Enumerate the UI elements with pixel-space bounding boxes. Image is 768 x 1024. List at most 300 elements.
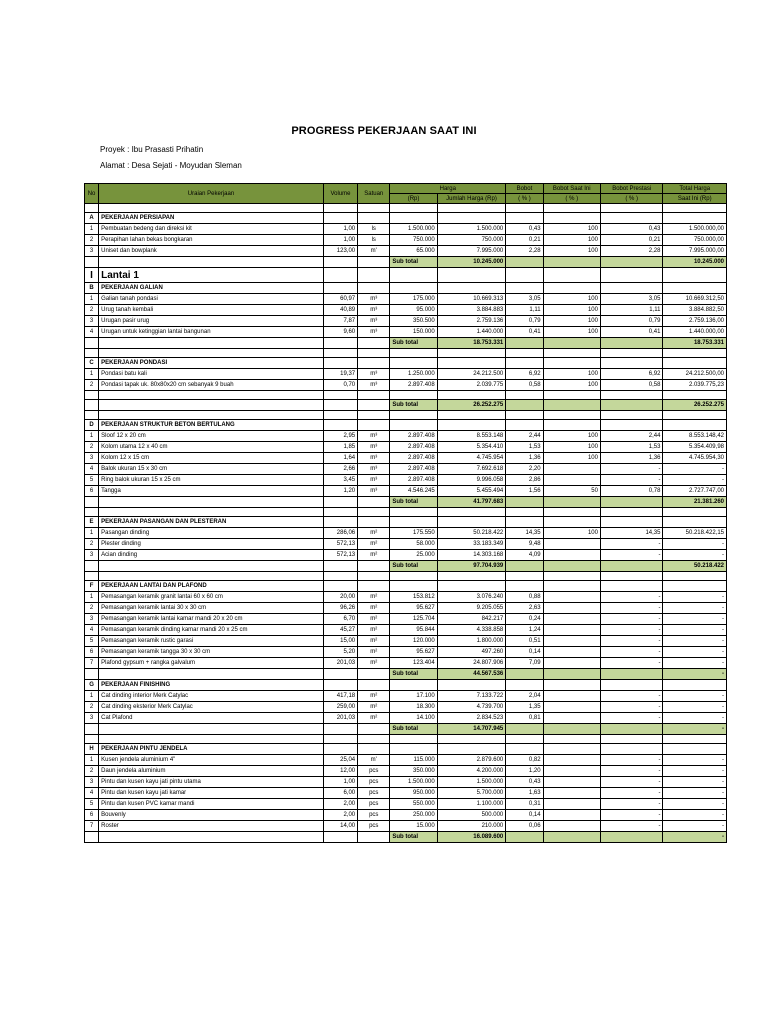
item-weight: 2,20 bbox=[506, 464, 543, 475]
col-harga: Harga bbox=[390, 184, 506, 194]
item-unit: m² bbox=[358, 528, 390, 539]
empty-cell bbox=[390, 735, 437, 744]
item-total-current: 2.039.775,23 bbox=[663, 380, 727, 391]
empty-cell bbox=[437, 204, 506, 213]
item-total-current: - bbox=[663, 691, 727, 702]
item-weight-current: 100 bbox=[543, 316, 600, 327]
empty-cell bbox=[543, 517, 600, 528]
item-weight-achieved: 0,79 bbox=[600, 316, 662, 327]
item-no: 3 bbox=[85, 713, 99, 724]
item-price: 15.000 bbox=[390, 821, 437, 832]
item-total-current: 8.553.148,42 bbox=[663, 431, 727, 442]
subtotal-amount: 14.707.945 bbox=[437, 724, 506, 735]
item-description: Uniset dan bowplank bbox=[99, 246, 324, 257]
table-row bbox=[85, 453, 727, 464]
item-weight-achieved: - bbox=[600, 658, 662, 669]
item-amount: 24.212.500 bbox=[437, 369, 506, 380]
item-amount: 4.338.858 bbox=[437, 625, 506, 636]
item-price: 123.404 bbox=[390, 658, 437, 669]
item-amount: 750.000 bbox=[437, 235, 506, 246]
section-letter: G bbox=[85, 680, 99, 691]
item-total-current: 1.440.000,00 bbox=[663, 327, 727, 338]
item-weight-achieved: 0,78 bbox=[600, 486, 662, 497]
empty-cell bbox=[358, 257, 390, 268]
empty-cell bbox=[323, 420, 357, 431]
item-volume: 2,00 bbox=[323, 799, 357, 810]
item-no: 4 bbox=[85, 327, 99, 338]
empty-cell bbox=[506, 581, 543, 592]
item-weight: 0,81 bbox=[506, 713, 543, 724]
empty-cell bbox=[600, 268, 662, 283]
item-no: 2 bbox=[85, 305, 99, 316]
subtotal-amount: 44.567.536 bbox=[437, 669, 506, 680]
item-description: Urugan untuk ketinggian lantai bangunan bbox=[99, 327, 324, 338]
empty-cell bbox=[85, 349, 99, 358]
subtotal-row bbox=[85, 497, 727, 508]
item-amount: 9.996.058 bbox=[437, 475, 506, 486]
section-header-row bbox=[85, 283, 727, 294]
empty-cell bbox=[437, 572, 506, 581]
item-volume: 40,89 bbox=[323, 305, 357, 316]
item-amount: 4.739.700 bbox=[437, 702, 506, 713]
item-weight-current: 100 bbox=[543, 224, 600, 235]
item-amount: 7.133.722 bbox=[437, 691, 506, 702]
item-weight: 6,92 bbox=[506, 369, 543, 380]
item-unit: m³ bbox=[358, 475, 390, 486]
table-row bbox=[85, 691, 727, 702]
item-unit: m³ bbox=[358, 294, 390, 305]
section-letter: D bbox=[85, 420, 99, 431]
item-amount: 4.200.000 bbox=[437, 766, 506, 777]
subtotal-amount: 26.252.275 bbox=[437, 400, 506, 411]
empty-cell bbox=[390, 572, 437, 581]
section-header-row bbox=[85, 517, 727, 528]
item-volume: 15,00 bbox=[323, 636, 357, 647]
item-volume: 12,00 bbox=[323, 766, 357, 777]
item-weight: 14,35 bbox=[506, 528, 543, 539]
empty-cell bbox=[543, 572, 600, 581]
item-description: Pemasangan keramik lantai 30 x 30 cm bbox=[99, 603, 324, 614]
empty-cell bbox=[600, 572, 662, 581]
section-letter: B bbox=[85, 283, 99, 294]
empty-cell bbox=[99, 735, 324, 744]
item-no: 1 bbox=[85, 528, 99, 539]
empty-cell bbox=[600, 669, 662, 680]
item-amount: 842.217 bbox=[437, 614, 506, 625]
table-row bbox=[85, 603, 727, 614]
empty-cell bbox=[358, 680, 390, 691]
item-unit: m³ bbox=[358, 431, 390, 442]
item-weight-current bbox=[543, 766, 600, 777]
table-row bbox=[85, 713, 727, 724]
table-row bbox=[85, 702, 727, 713]
item-no: 4 bbox=[85, 625, 99, 636]
table-row bbox=[85, 592, 727, 603]
item-weight-achieved: 0,21 bbox=[600, 235, 662, 246]
empty-cell bbox=[437, 517, 506, 528]
empty-cell bbox=[437, 508, 506, 517]
item-description: Daun jendela aluminium bbox=[99, 766, 324, 777]
item-weight-achieved: - bbox=[600, 614, 662, 625]
item-weight: 7,09 bbox=[506, 658, 543, 669]
item-weight: 0,51 bbox=[506, 636, 543, 647]
empty-cell bbox=[323, 497, 357, 508]
item-total-current: - bbox=[663, 636, 727, 647]
empty-cell bbox=[506, 680, 543, 691]
empty-cell bbox=[663, 581, 727, 592]
subtotal-label: Sub total bbox=[390, 400, 437, 411]
item-volume: 60,97 bbox=[323, 294, 357, 305]
col-bobot-prestasi: Bobot Prestasi bbox=[600, 184, 662, 194]
item-unit: m' bbox=[358, 755, 390, 766]
table-row bbox=[85, 636, 727, 647]
item-description: Pasangan dinding bbox=[99, 528, 324, 539]
empty-cell bbox=[390, 283, 437, 294]
item-weight: 0,24 bbox=[506, 614, 543, 625]
item-volume: 45,27 bbox=[323, 625, 357, 636]
item-no: 4 bbox=[85, 464, 99, 475]
empty-cell bbox=[506, 358, 543, 369]
item-volume: 572,13 bbox=[323, 539, 357, 550]
empty-cell bbox=[600, 832, 662, 843]
item-unit: ls bbox=[358, 224, 390, 235]
item-weight-achieved: - bbox=[600, 636, 662, 647]
item-weight-current bbox=[543, 475, 600, 486]
empty-cell bbox=[99, 669, 324, 680]
item-weight-current: 100 bbox=[543, 453, 600, 464]
table-row bbox=[85, 246, 727, 257]
section-title: PEKERJAAN PERSIAPAN bbox=[99, 213, 324, 224]
empty-cell bbox=[85, 561, 99, 572]
empty-cell bbox=[543, 420, 600, 431]
table-row bbox=[85, 305, 727, 316]
empty-cell bbox=[506, 832, 543, 843]
subtotal-row bbox=[85, 338, 727, 349]
empty-cell bbox=[600, 581, 662, 592]
empty-cell bbox=[323, 680, 357, 691]
empty-cell bbox=[85, 411, 99, 420]
empty-cell bbox=[506, 411, 543, 420]
empty-cell bbox=[600, 680, 662, 691]
item-weight: 0,88 bbox=[506, 592, 543, 603]
empty-cell bbox=[506, 400, 543, 411]
empty-cell bbox=[437, 735, 506, 744]
item-description: Acian dinding bbox=[99, 550, 324, 561]
item-unit: m² bbox=[358, 702, 390, 713]
empty-cell bbox=[600, 497, 662, 508]
empty-cell bbox=[506, 508, 543, 517]
table-row bbox=[85, 625, 727, 636]
item-weight-current bbox=[543, 636, 600, 647]
item-weight-achieved: 2,28 bbox=[600, 246, 662, 257]
empty-cell bbox=[358, 204, 390, 213]
item-total-current: 3.884.882,50 bbox=[663, 305, 727, 316]
item-total-current: - bbox=[663, 539, 727, 550]
empty-cell bbox=[437, 213, 506, 224]
subtotal-label: Sub total bbox=[390, 561, 437, 572]
section-title: PEKERJAAN LANTAI DAN PLAFOND bbox=[99, 581, 324, 592]
empty-cell bbox=[358, 517, 390, 528]
item-weight: 2,44 bbox=[506, 431, 543, 442]
item-total-current: - bbox=[663, 475, 727, 486]
empty-cell bbox=[390, 358, 437, 369]
item-price: 950.000 bbox=[390, 788, 437, 799]
empty-cell bbox=[99, 400, 324, 411]
empty-cell bbox=[543, 744, 600, 755]
empty-cell bbox=[323, 735, 357, 744]
table-row bbox=[85, 528, 727, 539]
empty-cell bbox=[390, 517, 437, 528]
item-amount: 3.076.240 bbox=[437, 592, 506, 603]
item-total-current: 2.759.136,00 bbox=[663, 316, 727, 327]
empty-cell bbox=[543, 257, 600, 268]
empty-cell bbox=[323, 508, 357, 517]
blank-row bbox=[85, 735, 727, 744]
empty-cell bbox=[543, 680, 600, 691]
empty-cell bbox=[663, 283, 727, 294]
item-total-current: - bbox=[663, 647, 727, 658]
item-total-current: 50.218.422,15 bbox=[663, 528, 727, 539]
item-weight-current bbox=[543, 647, 600, 658]
item-unit: pcs bbox=[358, 821, 390, 832]
empty-cell bbox=[600, 744, 662, 755]
subtotal-amount: 41.797.683 bbox=[437, 497, 506, 508]
item-weight-achieved: - bbox=[600, 788, 662, 799]
item-no: 5 bbox=[85, 799, 99, 810]
item-weight-current bbox=[543, 713, 600, 724]
item-weight-achieved: - bbox=[600, 550, 662, 561]
empty-cell bbox=[390, 744, 437, 755]
empty-cell bbox=[99, 832, 324, 843]
item-weight-achieved: - bbox=[600, 713, 662, 724]
item-no: 6 bbox=[85, 486, 99, 497]
item-description: Plafond gypsum + rangka galvalum bbox=[99, 658, 324, 669]
item-amount: 14.303.168 bbox=[437, 550, 506, 561]
empty-cell bbox=[543, 669, 600, 680]
item-weight-achieved: - bbox=[600, 799, 662, 810]
item-description: Plester dinding bbox=[99, 539, 324, 550]
empty-cell bbox=[323, 391, 357, 400]
item-weight: 1,36 bbox=[506, 453, 543, 464]
empty-cell bbox=[506, 497, 543, 508]
empty-cell bbox=[543, 832, 600, 843]
table-row bbox=[85, 766, 727, 777]
item-unit: m² bbox=[358, 647, 390, 658]
empty-cell bbox=[323, 832, 357, 843]
item-volume: 6,70 bbox=[323, 614, 357, 625]
item-weight-achieved: - bbox=[600, 810, 662, 821]
item-unit: m³ bbox=[358, 464, 390, 475]
empty-cell bbox=[323, 257, 357, 268]
empty-cell bbox=[358, 581, 390, 592]
item-amount: 210.000 bbox=[437, 821, 506, 832]
empty-cell bbox=[506, 213, 543, 224]
item-weight-current bbox=[543, 777, 600, 788]
item-weight-current bbox=[543, 810, 600, 821]
item-weight-achieved: - bbox=[600, 691, 662, 702]
table-row bbox=[85, 224, 727, 235]
item-total-current: - bbox=[663, 755, 727, 766]
empty-cell bbox=[663, 213, 727, 224]
item-unit: m³ bbox=[358, 442, 390, 453]
item-amount: 2.039.775 bbox=[437, 380, 506, 391]
item-weight: 0,82 bbox=[506, 755, 543, 766]
empty-cell bbox=[85, 400, 99, 411]
item-weight-current bbox=[543, 691, 600, 702]
empty-cell bbox=[358, 420, 390, 431]
empty-cell bbox=[663, 411, 727, 420]
subtotal-label: Sub total bbox=[390, 497, 437, 508]
table-row bbox=[85, 464, 727, 475]
empty-cell bbox=[85, 338, 99, 349]
item-amount: 1.100.000 bbox=[437, 799, 506, 810]
item-volume: 96,26 bbox=[323, 603, 357, 614]
empty-cell bbox=[663, 680, 727, 691]
section-title: PEKERJAAN PINTU JENDELA bbox=[99, 744, 324, 755]
item-unit: pcs bbox=[358, 810, 390, 821]
item-weight: 9,48 bbox=[506, 539, 543, 550]
item-description: Urugan pasir urug bbox=[99, 316, 324, 327]
empty-cell bbox=[600, 283, 662, 294]
empty-cell bbox=[437, 268, 506, 283]
item-weight-achieved: - bbox=[600, 539, 662, 550]
item-weight-current: 100 bbox=[543, 305, 600, 316]
empty-cell bbox=[323, 581, 357, 592]
empty-cell bbox=[600, 400, 662, 411]
item-price: 17.100 bbox=[390, 691, 437, 702]
item-amount: 2.834.523 bbox=[437, 713, 506, 724]
item-weight-current bbox=[543, 788, 600, 799]
item-volume: 19,37 bbox=[323, 369, 357, 380]
empty-cell bbox=[358, 338, 390, 349]
empty-cell bbox=[99, 349, 324, 358]
item-unit: m² bbox=[358, 658, 390, 669]
table-row bbox=[85, 799, 727, 810]
item-price: 1.500.000 bbox=[390, 777, 437, 788]
item-weight: 2,86 bbox=[506, 475, 543, 486]
empty-cell bbox=[437, 420, 506, 431]
table-row bbox=[85, 431, 727, 442]
item-unit: pcs bbox=[358, 788, 390, 799]
empty-cell bbox=[506, 669, 543, 680]
item-price: 115.000 bbox=[390, 755, 437, 766]
item-price: 1.500.000 bbox=[390, 224, 437, 235]
table-body bbox=[85, 204, 727, 843]
empty-cell bbox=[543, 508, 600, 517]
item-volume: 1,00 bbox=[323, 224, 357, 235]
item-weight: 0,79 bbox=[506, 316, 543, 327]
empty-cell bbox=[506, 561, 543, 572]
empty-cell bbox=[323, 213, 357, 224]
col-volume: Volume bbox=[323, 184, 357, 204]
subtotal-row bbox=[85, 669, 727, 680]
empty-cell bbox=[663, 744, 727, 755]
subtotal-current: 50.218.422 bbox=[663, 561, 727, 572]
item-total-current: 750.000,00 bbox=[663, 235, 727, 246]
item-weight-current: 100 bbox=[543, 380, 600, 391]
item-weight-current: 100 bbox=[543, 528, 600, 539]
empty-cell bbox=[543, 581, 600, 592]
table-row bbox=[85, 614, 727, 625]
item-no: 5 bbox=[85, 636, 99, 647]
item-unit: m² bbox=[358, 603, 390, 614]
item-weight-achieved: - bbox=[600, 766, 662, 777]
item-weight-current bbox=[543, 464, 600, 475]
subtotal-row bbox=[85, 724, 727, 735]
table-row bbox=[85, 810, 727, 821]
empty-cell bbox=[663, 349, 727, 358]
blank-row bbox=[85, 391, 727, 400]
empty-cell bbox=[663, 204, 727, 213]
section-header-row bbox=[85, 420, 727, 431]
empty-cell bbox=[390, 581, 437, 592]
item-unit: m³ bbox=[358, 305, 390, 316]
item-unit: m² bbox=[358, 539, 390, 550]
item-weight: 1,24 bbox=[506, 625, 543, 636]
item-price: 95.844 bbox=[390, 625, 437, 636]
item-price: 153.812 bbox=[390, 592, 437, 603]
item-amount: 24.807.906 bbox=[437, 658, 506, 669]
item-price: 150.000 bbox=[390, 327, 437, 338]
empty-cell bbox=[323, 724, 357, 735]
item-volume: 1,00 bbox=[323, 235, 357, 246]
item-volume: 201,03 bbox=[323, 658, 357, 669]
empty-cell bbox=[543, 283, 600, 294]
empty-cell bbox=[85, 391, 99, 400]
empty-cell bbox=[358, 572, 390, 581]
item-weight-current bbox=[543, 658, 600, 669]
item-weight-achieved: 2,44 bbox=[600, 431, 662, 442]
empty-cell bbox=[358, 283, 390, 294]
item-total-current: - bbox=[663, 777, 727, 788]
empty-cell bbox=[437, 358, 506, 369]
subtotal-amount: 97.704.939 bbox=[437, 561, 506, 572]
item-weight-current bbox=[543, 550, 600, 561]
empty-cell bbox=[99, 411, 324, 420]
col-uraian: Uraian Pekerjaan bbox=[99, 184, 324, 204]
item-weight-current: 100 bbox=[543, 369, 600, 380]
item-volume: 2,66 bbox=[323, 464, 357, 475]
empty-cell bbox=[99, 561, 324, 572]
item-weight: 1,35 bbox=[506, 702, 543, 713]
item-no: 3 bbox=[85, 777, 99, 788]
item-volume: 1,20 bbox=[323, 486, 357, 497]
item-unit: m³ bbox=[358, 369, 390, 380]
subtotal-current: - bbox=[663, 832, 727, 843]
item-weight: 0,21 bbox=[506, 235, 543, 246]
item-no: 6 bbox=[85, 810, 99, 821]
empty-cell bbox=[437, 581, 506, 592]
item-total-current: - bbox=[663, 625, 727, 636]
item-volume: 286,06 bbox=[323, 528, 357, 539]
item-total-current: - bbox=[663, 550, 727, 561]
item-price: 14.100 bbox=[390, 713, 437, 724]
item-weight: 0,43 bbox=[506, 224, 543, 235]
item-amount: 7.995.000 bbox=[437, 246, 506, 257]
empty-cell bbox=[600, 411, 662, 420]
item-price: 2.897.408 bbox=[390, 464, 437, 475]
item-no: 1 bbox=[85, 592, 99, 603]
empty-cell bbox=[600, 391, 662, 400]
item-volume: 3,45 bbox=[323, 475, 357, 486]
blank-row bbox=[85, 572, 727, 581]
subtotal-current: - bbox=[663, 724, 727, 735]
empty-cell bbox=[323, 283, 357, 294]
table-row bbox=[85, 486, 727, 497]
subtotal-label: Sub total bbox=[390, 338, 437, 349]
item-description: Bouvenly bbox=[99, 810, 324, 821]
item-weight-current: 50 bbox=[543, 486, 600, 497]
